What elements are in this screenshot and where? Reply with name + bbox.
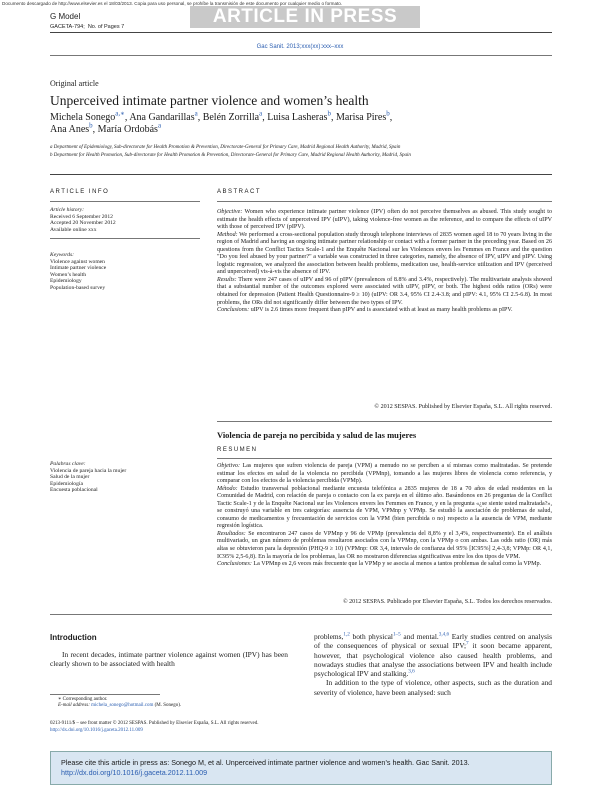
author-list (50, 109, 550, 136)
author-email-link[interactable]: michela_sonego@hotmail.com (91, 703, 154, 709)
keyword: Population-based survey (50, 284, 106, 291)
corresponding-label: ∗ Corresponding author. (58, 697, 108, 702)
method-label: Method: (217, 231, 238, 238)
palabras-block (50, 461, 200, 494)
footnote-rule (50, 694, 160, 695)
conclusiones-text: La VPMnp es 2,6 veces más frecuente que la VPMp y se asocia al menos a tantos problemas de salud como la VPMp. (253, 561, 542, 568)
citation-ref[interactable]: 1–5 (392, 631, 401, 638)
accepted-date: Accepted 20 November 2012 (50, 220, 116, 227)
spanish-title: Violencia de pareja no percibida y salud de las mujeres (217, 430, 417, 440)
info-rule (50, 201, 200, 202)
page-title: Unperceived intimate partner violence and women’s health (50, 93, 369, 108)
palabra: Violencia de pareja hacia la mujer (50, 467, 127, 474)
intro-paragraph-left: In recent decades, intimate partner violence against women (IPV) has been clearly shown to be associated with health (50, 650, 288, 669)
author-name: , Marisa Pires (330, 112, 387, 123)
author-name: Michela Sonego (50, 112, 116, 123)
objetivo-label: Objetivo: (217, 463, 241, 469)
body-text: Early studies centred on analysis of the consequences of physical or sexual IPV; (314, 632, 552, 651)
citation-ref[interactable]: 3,6 (408, 668, 415, 675)
affiliation-b: b Department for Health Promotion, Sub-directorate for Health Promotion & Prevention, Directorate-General for Primary Care, Madrid Regional Health Authority, Madrid, Spain (50, 153, 411, 158)
model-label: G Model (50, 12, 81, 21)
resultados-label: Resultados: (217, 530, 246, 537)
resumen-copyright: © 2012 SESPAS. Publicado por Elsevier España, S.L. Todos los derechos reservados. (342, 599, 552, 605)
conclusions-label: Conclusions: (217, 307, 250, 314)
email-label: E-mail address: (58, 703, 90, 709)
email-suffix: (M. Sonego). (153, 703, 182, 709)
article-in-press-banner: ARTICLE IN PRESS (190, 6, 420, 28)
keyword: Violence against women (50, 258, 105, 265)
keyword: Women’s health (50, 271, 87, 278)
citation-ref[interactable]: 1,2 (343, 631, 350, 638)
keywords-block (50, 252, 200, 292)
header-rule (50, 32, 552, 33)
journal-citation-link[interactable]: Gac Sanit. 2013;xxx(xx):xxx–xxx (256, 44, 344, 50)
abstract-copyright: © 2012 SESPAS. Published by Elsevier España, S.L. All rights reserved. (374, 404, 552, 410)
doi-link[interactable]: http://dx.doi.org/10.1016/j.gaceta.2012.11.009 (50, 728, 143, 733)
history-label: Article history: (50, 207, 85, 213)
article-info-heading: ARTICLE INFO (50, 189, 110, 195)
intro-paragraph-right (314, 632, 552, 697)
author-affil-sup[interactable]: a,∗ (115, 109, 125, 118)
online-date: Available online xxx (50, 226, 97, 233)
objective-label: Objective: (217, 209, 243, 215)
objective-text: Women who experience intimate partner violence (IPV) often do not perceive themselves as abused. This study sought to estimate the health effects of unperceived IPV (uIPV), taking violence-free women as the reference, and to compare the effects of uIPV with those of perceived IPV (pIPV). (217, 209, 552, 231)
objetivo-text: Las mujeres que sufren violencia de pareja (VPM) a menudo no se perciben a sí mismas como maltratadas. Se pretende estimar los efectos en salud de la violencia no percibida (VPMnp), tomando a las mujeres libres de violencia como referencia, y comparar con los efectos de la violencia percibida (VPMp). (217, 463, 552, 485)
author-name: , Belén Zorrilla (197, 112, 260, 123)
issn-line: 0213-9111/$ – see front matter © 2012 SESPAS. Published by Elsevier España, S.L. All rights reserved. (50, 721, 259, 726)
resumen-rule (217, 458, 552, 459)
citation-ref[interactable]: 7 (466, 640, 469, 647)
info-rule-2 (50, 238, 200, 239)
resumen-body (217, 463, 552, 569)
metodo-label: Método: (217, 485, 238, 492)
method-text: We performed a cross-sectional population study through telephone interviews of 2835 women aged 18 to 70 years living in the region of Madrid and having an ongoing intimate partner relationship or contact with a former partner in the preceding year. Based on 26 questions from the Conflict Tactics Scale-1 and the Enquête Nacional sur les Violences envers les Femmes en France and the question "Do you feel abused by your partner?" a variable was constructed in three categories, namely, the absence of IPV, uIPV and pIPV. Using logistic regression, we analyzed the association between health problems, medication use, health-service utilization and IPV (perceived and unperceived) vis-à-vis the absence of IPV. (217, 231, 552, 276)
palabra: Encuesta poblacional (50, 487, 98, 494)
header-rule-2 (50, 55, 552, 56)
resultados-text: Se encontraron 247 casos de VPMnp y 96 de VPMp (prevalencia del 8,8% y el 3,4%, respectivamente). En el análisis multivariado, un gran número de problemas resultaron asociados con la VPMnp, con la VPMp o con ambas. Las odds ratio (OR) más altas se obtuvieron para la depresión (PHQ-9 ≥ 10) (VPMnp: OR 3,4, intervalo de confianza del 95% [IC95%] 2,4-3,8; VPMp: OR 4,1, IC95% 2,5-6,8). En la mayoría de los problemas, las OR no mostraron diferencias significativas entre los dos tipos de VPM. (217, 530, 552, 560)
author-name: , María Ordobás (92, 124, 158, 135)
abstract-heading: ABSTRACT (217, 189, 262, 195)
palabra: Salud de la mujer (50, 474, 90, 481)
keyword: Epidemiology (50, 278, 82, 285)
body-text: and mental. (400, 632, 439, 641)
cite-box-text: Please cite this article in press as: Sonego M, et al. Unperceived intimate partner violence and women’s health. Gac Sanit. 2013. (61, 758, 470, 767)
author-affil-sup[interactable]: b (89, 121, 93, 130)
author-sep: , (389, 112, 393, 123)
cite-box-doi-link[interactable]: http://dx.doi.org/10.1016/j.gaceta.2012.11.009 (61, 768, 208, 777)
body-text: problems, (314, 632, 344, 641)
body-text: it soon became apparent, however, that psychological violence also caused health problems, and nowadays studies that analyse the associations between IPV and health include psychological IPV and stalking. (314, 641, 552, 679)
author-affil-sup[interactable]: b (327, 109, 331, 118)
article-history (50, 207, 200, 233)
resumen-heading: RESUMEN (217, 447, 258, 453)
journal-code (50, 24, 124, 30)
page-count: No. of Pages 7 (87, 24, 125, 30)
cite-box (50, 751, 552, 785)
author-name: , Ana Gandarillas (124, 112, 195, 123)
download-notice: Documento descargado de http://www.elsevier.es el 18/03/2013. Copia para uso personal, se prohíbe la transmisión de este documento por cualquier medio o formato. (2, 1, 343, 6)
author-affil-sup[interactable]: a (194, 109, 198, 118)
front-matter-end-rule (50, 614, 552, 615)
keywords-label: Keywords: (50, 252, 75, 258)
citation-ref[interactable]: 3,4,6 (438, 631, 450, 638)
introduction-heading: Introduction (50, 633, 97, 642)
intro-paragraph-2: In addition to the type of violence, other aspects, such as the duration and severity of violence, have been analysed: such (314, 678, 552, 697)
author-affil-sup[interactable]: a (157, 121, 162, 130)
author-name: Ana Anes (50, 124, 90, 135)
results-text: There were 247 cases of uIPV and 96 of pIPV (prevalences of 8.8% and 3.4%, respectively). The multivariate analysis showed that a substantial number of the outcomes explored were associated with uIPV, pIPV, or both. The highest odds ratios (ORs) were obtained for depression (Patient Health Questionnaire-9 ≥ 10) (uIPV: OR 3.4, 95% CI 2.4-3.8; and pIPV: 4.1, 95% CI 2.5-6.8). In most problems, the ORs did not significantly differ between the two types of IPV. (217, 276, 552, 306)
body-text: both physical (349, 632, 393, 641)
abstract-body (217, 209, 552, 315)
results-label: Results: (217, 276, 237, 283)
author-affil-sup[interactable]: b (386, 109, 390, 118)
palabras-label: Palabras clave: (50, 461, 86, 467)
conclusiones-label: Conclusiones: (217, 561, 252, 568)
corresponding-footnote (50, 697, 300, 710)
received-date: Received 6 September 2012 (50, 213, 113, 220)
author-affil-sup[interactable]: a (259, 109, 263, 118)
conclusions-text: uIPV is 2.6 times more frequent than pIPV and is associated with at least as many health problems as pIPV. (250, 307, 513, 314)
keyword: Intimate partner violence (50, 265, 107, 272)
author-name: , Luisa Lasheras (262, 112, 328, 123)
journal-code-text: GACETA-794; (50, 24, 85, 30)
affiliation-a: a Department of Epidemiology, Sub-directorate for Health Promotion & Prevention, Directorate-General for Primary Care, Madrid Regional Health Authority, Madrid, Spain (50, 145, 401, 150)
metodo-text: Estudio transversal poblacional mediante encuesta telefónica a 2835 mujeres de 18 a 70 años de edad residentes en la Comunidad de Madrid, con relación de pareja o contacto con la ex pareja en el último año. Basándonos en 26 preguntas de la Conflict Tactic Scale-1 y de la Enquête Nacional sur les Violences envers les Femmes en France, y en la pregunta «¿se siente usted maltratada?», se construyó una variable en tres categorías: ausencia de VPM, VPMnp y VPMp. Se estudió la asociación de problemas de salud, consumo de medicamentos y frecuentación de servicios con la VPM (bien percibida o no) respecto a la ausencia de VPM, mediante regresión logística. (217, 485, 552, 530)
article-type: Original article (50, 79, 99, 88)
abstract-end-rule (217, 421, 552, 422)
palabra: Epidemiología (50, 480, 83, 487)
abstract-rule (217, 201, 552, 202)
section-rule (50, 174, 552, 175)
